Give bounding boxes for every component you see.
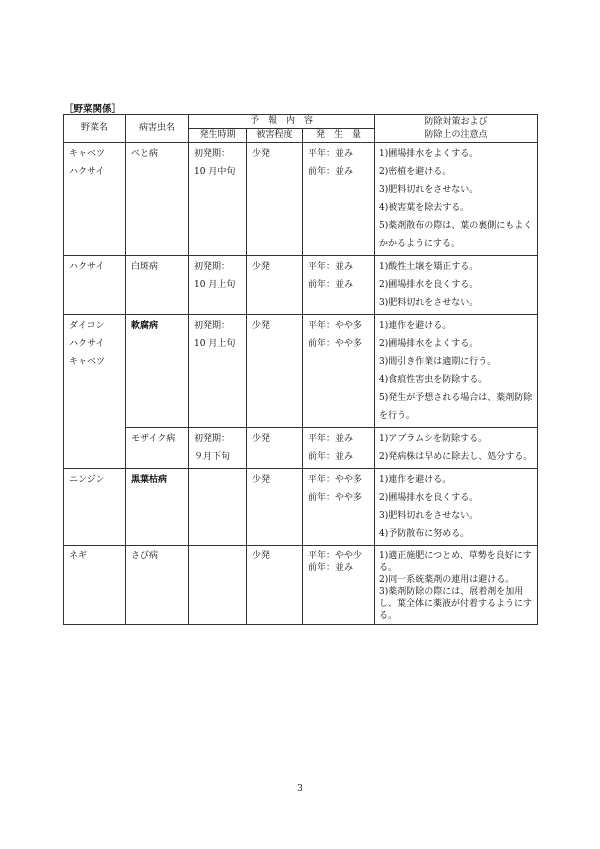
damage-text: 少発 xyxy=(252,149,271,159)
measure-item: 3)肥料切れをさせない。 xyxy=(379,185,479,195)
amount-cell xyxy=(303,256,375,315)
pest-cell xyxy=(126,143,189,256)
timing-cell xyxy=(189,469,247,546)
damage-text: 少発 xyxy=(252,321,271,331)
amount-cell xyxy=(303,315,375,428)
amount-text: 平年：並み xyxy=(308,149,354,159)
measures-cell xyxy=(375,315,538,428)
pest-name: 黒葉枯病 xyxy=(131,475,168,485)
amount-cell xyxy=(303,143,375,256)
timing-cell xyxy=(189,546,247,625)
pest-name: さび病 xyxy=(131,551,159,561)
pest-cell xyxy=(126,256,189,315)
pest-cell xyxy=(126,428,189,469)
crop-name: キャベツ xyxy=(69,357,106,367)
measure-item: 1)適正施肥につとめ、草勢を良好にする。 xyxy=(379,551,532,573)
damage-text: 少発 xyxy=(252,551,271,561)
header-control-line1: 防除対策および xyxy=(424,116,488,127)
measure-item: 4)食痕性害虫を防除する。 xyxy=(379,375,488,385)
crop-name: ハクサイ xyxy=(69,339,105,349)
crop-name: キャベツ xyxy=(69,149,106,159)
measure-item: 3)薬剤防除の際には、展着剤を加用し、葉全体に薬液が付着するようにする。 xyxy=(379,587,533,621)
crop-name: ダイコン xyxy=(69,321,105,331)
timing-text: 初発期： xyxy=(194,434,231,444)
amount-text: 前年：並み xyxy=(308,280,354,290)
header-control-line2: 防除上の注意点 xyxy=(424,129,488,140)
pest-forecast-table xyxy=(63,114,538,625)
header-amount: 発 生 量 xyxy=(303,129,375,143)
amount-text: 平年：やや多 xyxy=(308,475,363,485)
damage-cell xyxy=(247,546,303,625)
damage-text: 少発 xyxy=(252,262,271,272)
page-number: 3 xyxy=(297,784,303,794)
crop-cell xyxy=(64,256,126,315)
amount-cell xyxy=(303,428,375,469)
timing-text: 10 月上旬 xyxy=(194,280,236,290)
measure-item: 5)薬剤散布の際は、葉の裏側にもよくかかるようにする。 xyxy=(379,221,533,249)
measure-item: 2)圃場排水をよくする。 xyxy=(379,339,479,349)
table-body xyxy=(64,143,538,625)
amount-text: 前年：やや多 xyxy=(308,339,363,349)
amount-text: 平年：並み xyxy=(308,434,354,444)
damage-cell xyxy=(247,143,303,256)
amount-text: 前年：並み xyxy=(308,563,354,573)
measure-item: 3)肥料切れをさせない。 xyxy=(379,511,479,521)
measure-item: 2)密植を避ける。 xyxy=(379,167,452,177)
header-forecast: 予 報 内 容 xyxy=(189,115,375,129)
measure-item: 2)圃場排水を良くする。 xyxy=(379,493,479,503)
pest-cell xyxy=(126,315,189,428)
header-damage: 被害程度 xyxy=(247,129,303,143)
damage-cell xyxy=(247,256,303,315)
measure-item: 1)連作を避ける。 xyxy=(379,321,452,331)
measure-item: 2)同一系統薬剤の連用は避ける。 xyxy=(379,575,515,585)
timing-text: 10 月上旬 xyxy=(194,339,236,349)
damage-text: 少発 xyxy=(252,475,271,485)
crop-name: ハクサイ xyxy=(69,262,105,272)
timing-cell xyxy=(189,428,247,469)
amount-text: 平年：やや少 xyxy=(308,551,363,561)
measure-item: 1)圃場排水をよくする。 xyxy=(379,149,479,159)
measures-cell xyxy=(375,143,538,256)
damage-cell xyxy=(247,469,303,546)
amount-cell xyxy=(303,546,375,625)
crop-name: ハクサイ xyxy=(69,167,105,177)
amount-text: 平年：やや多 xyxy=(308,321,363,331)
measure-item: 3)肥料切れをさせない。 xyxy=(379,298,479,308)
measures-cell xyxy=(375,546,538,625)
crop-name: ニンジン xyxy=(69,475,105,485)
measure-item: 5)発生が予想される場合は、薬剤防除を行う。 xyxy=(379,393,533,421)
measure-item: 2)発病株は早めに除去し、処分する。 xyxy=(379,452,533,462)
timing-text: 初発期： xyxy=(194,262,231,272)
measure-item: 2)圃場排水を良くする。 xyxy=(379,280,479,290)
table-row xyxy=(64,546,538,625)
timing-text: 初発期： xyxy=(194,149,231,159)
table-row xyxy=(64,143,538,256)
pest-name: べと病 xyxy=(131,149,159,159)
measures-cell xyxy=(375,256,538,315)
timing-text: 10 月中旬 xyxy=(194,167,236,177)
crop-cell xyxy=(64,315,126,469)
timing-cell xyxy=(189,256,247,315)
amount-text: 前年：並み xyxy=(308,167,354,177)
damage-cell xyxy=(247,315,303,428)
table-row xyxy=(64,256,538,315)
timing-text: 初発期： xyxy=(194,321,231,331)
amount-text: 平年：並み xyxy=(308,262,354,272)
crop-cell xyxy=(64,546,126,625)
pest-name: モザイク病 xyxy=(131,434,176,444)
timing-cell xyxy=(189,315,247,428)
measure-item: 3)間引き作業は適期に行う。 xyxy=(379,357,497,367)
header-crop: 野菜名 xyxy=(64,115,126,143)
timing-text: ９月下旬 xyxy=(194,452,231,462)
header-timing: 発生時期 xyxy=(189,129,247,143)
damage-cell xyxy=(247,428,303,469)
header-pest: 病害虫名 xyxy=(126,115,189,143)
amount-text: 前年：並み xyxy=(308,452,354,462)
table-row xyxy=(64,428,538,469)
pest-name: 白斑病 xyxy=(131,262,159,272)
amount-text: 前年：やや多 xyxy=(308,493,363,503)
crop-name: ネギ xyxy=(69,551,88,561)
header-control xyxy=(375,115,538,143)
pest-cell xyxy=(126,469,189,546)
measures-cell xyxy=(375,428,538,469)
damage-text: 少発 xyxy=(252,434,271,444)
crop-cell xyxy=(64,143,126,256)
amount-cell xyxy=(303,469,375,546)
pest-name: 軟腐病 xyxy=(131,321,159,331)
measures-cell xyxy=(375,469,538,546)
measure-item: 4)被害葉を除去する。 xyxy=(379,203,470,213)
section-title: ［野菜関係］ xyxy=(64,104,122,115)
measure-item: 1)酸性土壌を矯正する。 xyxy=(379,262,479,272)
measure-item: 1)アブラムシを防除する。 xyxy=(379,434,488,444)
measure-item: 1)連作を避ける。 xyxy=(379,475,452,485)
measure-item: 4)予防散布に努める。 xyxy=(379,529,470,539)
pest-cell xyxy=(126,546,189,625)
crop-cell xyxy=(64,469,126,546)
table-row xyxy=(64,315,538,428)
timing-cell xyxy=(189,143,247,256)
table-row xyxy=(64,469,538,546)
